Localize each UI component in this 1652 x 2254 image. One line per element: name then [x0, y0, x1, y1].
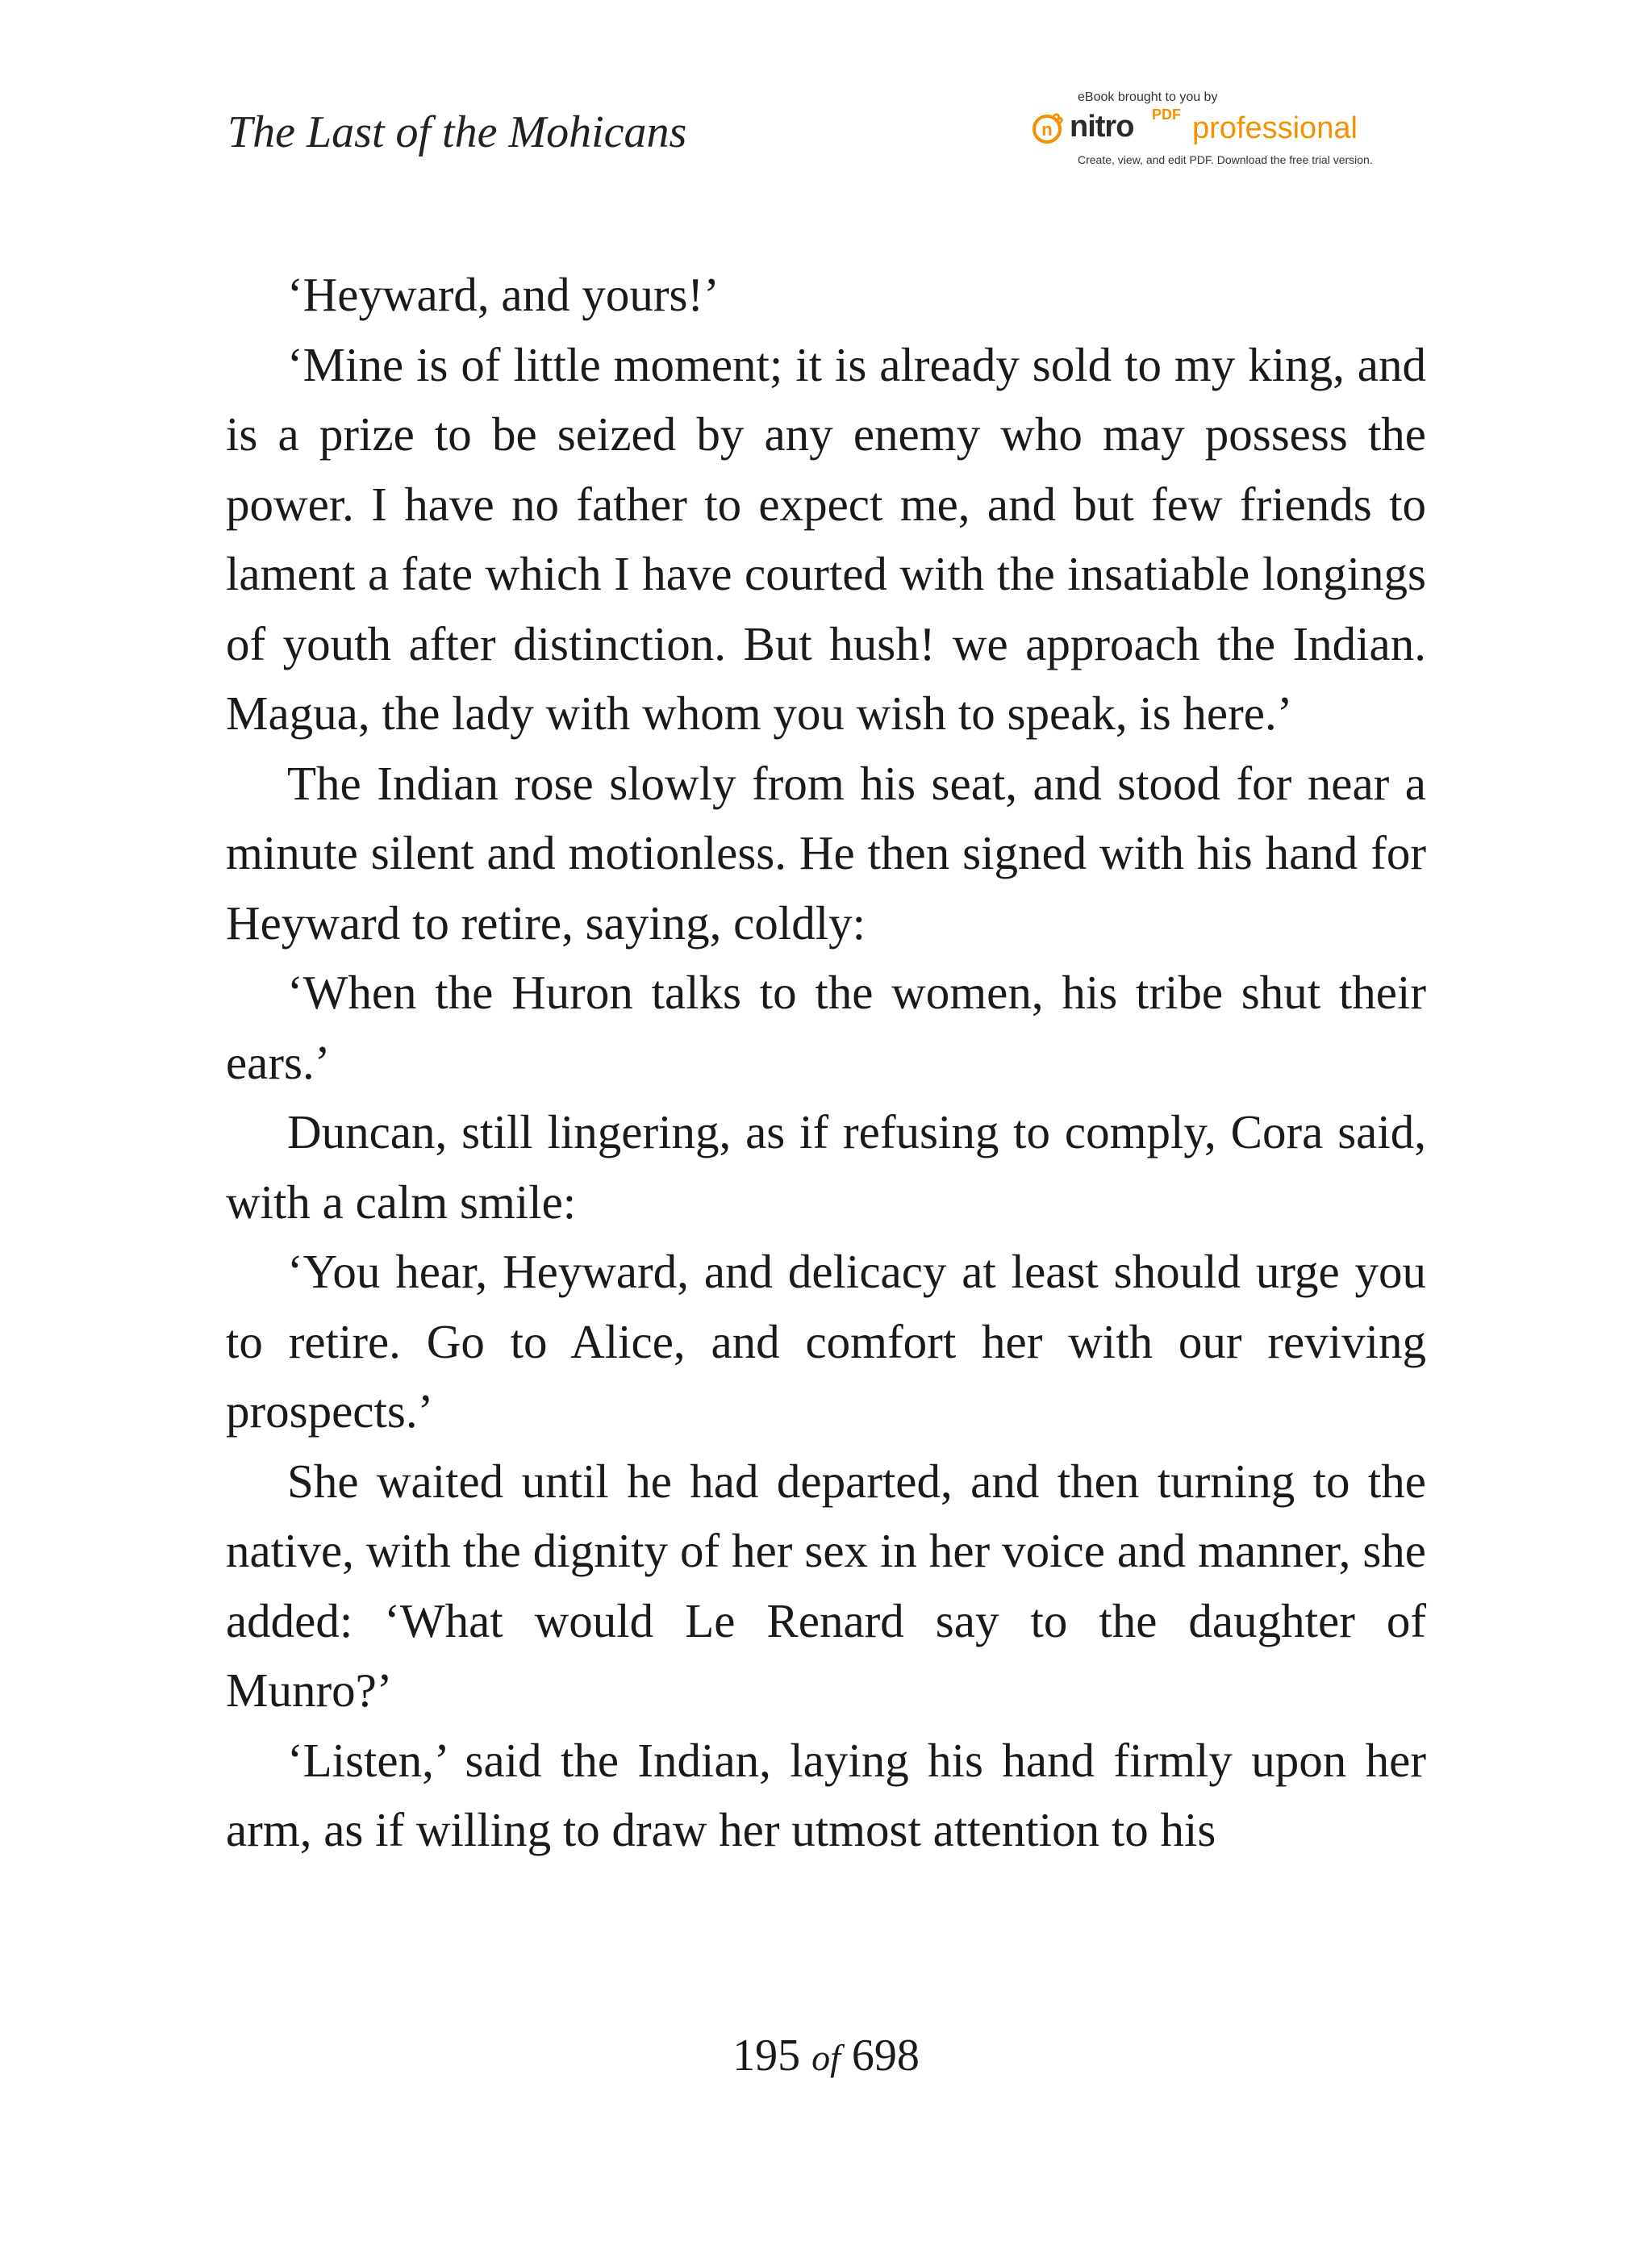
paragraph: ‘Heyward, and yours!’	[287, 268, 720, 321]
logo-product: professional	[1192, 111, 1358, 145]
nitro-flame-icon	[1031, 111, 1063, 144]
paragraph: The Indian rose slowly from his seat, and stood for near a minute silent and motionless. He then signed with his hand for Heyward to retire, saying, coldly:	[226, 756, 1426, 950]
page-number	[0, 2030, 1652, 2081]
logo-tagline-top: eBook brought to you by	[1078, 90, 1218, 104]
logo-brand-superscript: PDF	[1152, 106, 1181, 123]
paragraph: ‘Mine is of little moment; it is already sold to my king, and is a prize to be seized by any enemy who may possess the power. I have no father to expect me, and but few friends to lament a fate which I have courted with the insatiable longings of youth after distinction. But hush! we approach the Indian. Magua, the lady with whom you wish to speak, is here.’	[226, 337, 1426, 740]
total-pages: 698	[851, 2031, 920, 2081]
logo-tagline-bottom: Create, view, and edit PDF. Download the free trial version.	[1078, 153, 1373, 166]
book-title: The Last of the Mohicans	[227, 107, 687, 157]
paragraph: ‘Listen,’ said the Indian, laying his hand firmly upon her arm, as if willing to draw her utmost attention to his	[226, 1733, 1426, 1856]
nitro-pdf-logo[interactable]	[1031, 90, 1418, 171]
of-label: of	[811, 2037, 841, 2078]
paragraph: Duncan, still lingering, as if refusing to comply, Cora said, with a calm smile:	[226, 1105, 1426, 1229]
page-body	[226, 260, 1426, 1865]
svg-text:n: n	[1041, 119, 1053, 140]
paragraph: She waited until he had departed, and then turning to the native, with the dignity of her sex in her voice and manner, she added: ‘What would Le Renard say to the daughter of Munro?’	[226, 1454, 1426, 1717]
paragraph: ‘When the Huron talks to the women, his tribe shut their ears.’	[226, 966, 1426, 1089]
paragraph: ‘You hear, Heyward, and delicacy at least should urge you to retire. Go to Alice, and comfort her with our reviving prospects.’	[226, 1245, 1426, 1438]
current-page: 195	[732, 2031, 801, 2081]
logo-brand: nitro	[1070, 110, 1134, 144]
